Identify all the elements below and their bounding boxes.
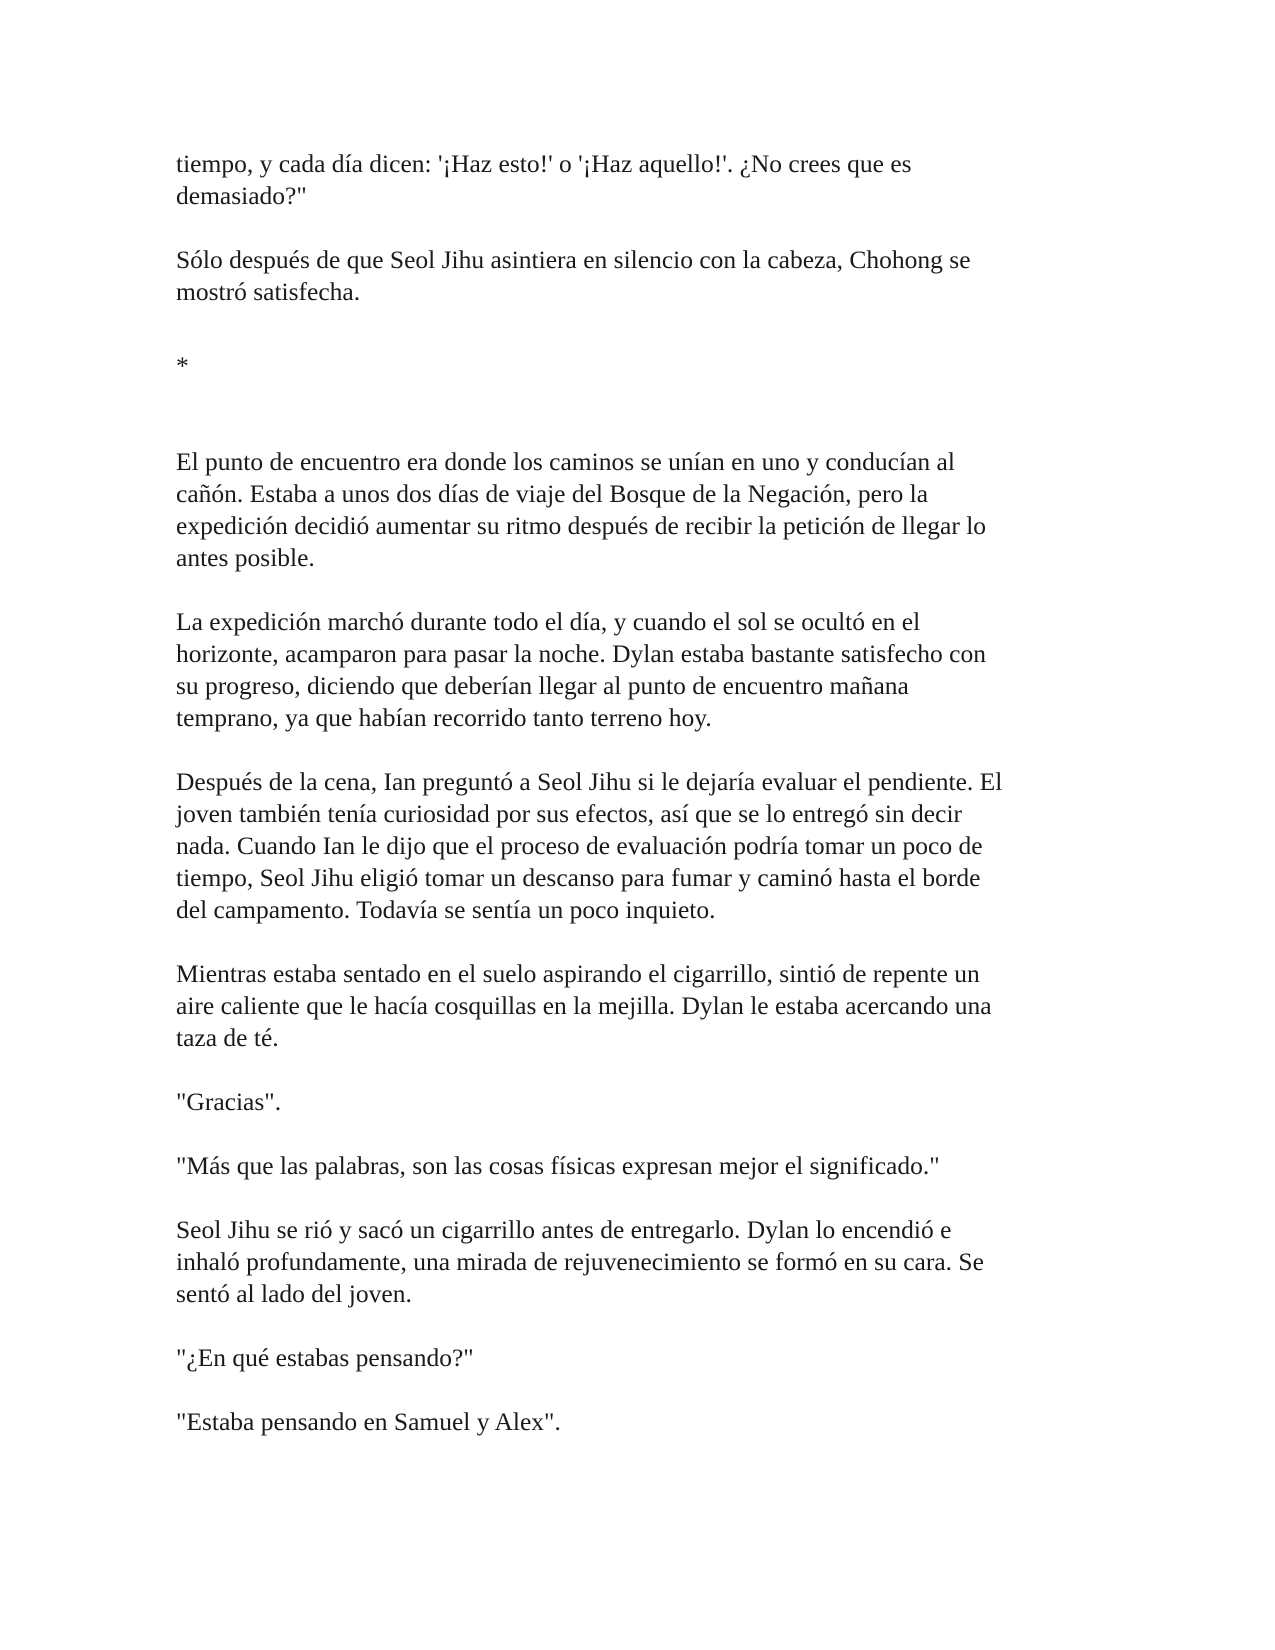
dialogue-line: "Gracias".	[176, 1087, 282, 1116]
paragraph: Sólo después de que Seol Jihu asintiera en silencio con la cabeza, Chohong se mostró satisfecha.	[176, 245, 971, 306]
paragraph: El punto de encuentro era donde los caminos se unían en uno y conducían al cañón. Estaba a unos dos días de viaje del Bosque de la Negación, pero la expedición decidió aumentar su ritmo después de recibir la petición de llegar lo antes posible.	[176, 447, 987, 572]
scene-separator: *	[176, 351, 189, 380]
paragraph: Seol Jihu se rió y sacó un cigarrillo antes de entregarlo. Dylan lo encendió e inhaló profundamente, una mirada de rejuvenecimiento se formó en su cara. Se sentó al lado del joven.	[176, 1215, 984, 1308]
document-page	[176, 148, 1096, 1470]
paragraph: Después de la cena, Ian preguntó a Seol Jihu si le dejaría evaluar el pendiente. El joven también tenía curiosidad por sus efectos, así que se lo entregó sin decir nada. Cuando Ian le dijo que el proceso de evaluación podría tomar un poco de tiempo, Seol Jihu eligió tomar un descanso para fumar y caminó hasta el borde del campamento. Todavía se sentía un poco inquieto.	[176, 767, 1003, 924]
dialogue-line: "Más que las palabras, son las cosas físicas expresan mejor el significado."	[176, 1151, 940, 1180]
paragraph: La expedición marchó durante todo el día, y cuando el sol se ocultó en el horizonte, acamparon para pasar la noche. Dylan estaba bastante satisfecho con su progreso, diciendo que deberían llegar al punto de encuentro mañana temprano, ya que habían recorrido tanto terreno hoy.	[176, 607, 986, 732]
paragraph: tiempo, y cada día dicen: '¡Haz esto!' o '¡Haz aquello!'. ¿No crees que es demasiado?"	[176, 149, 912, 210]
dialogue-line: "Estaba pensando en Samuel y Alex".	[176, 1407, 561, 1436]
paragraph: Mientras estaba sentado en el suelo aspirando el cigarrillo, sintió de repente un aire caliente que le hacía cosquillas en la mejilla. Dylan le estaba acercando una taza de té.	[176, 959, 992, 1052]
dialogue-line: "¿En qué estabas pensando?"	[176, 1343, 474, 1372]
